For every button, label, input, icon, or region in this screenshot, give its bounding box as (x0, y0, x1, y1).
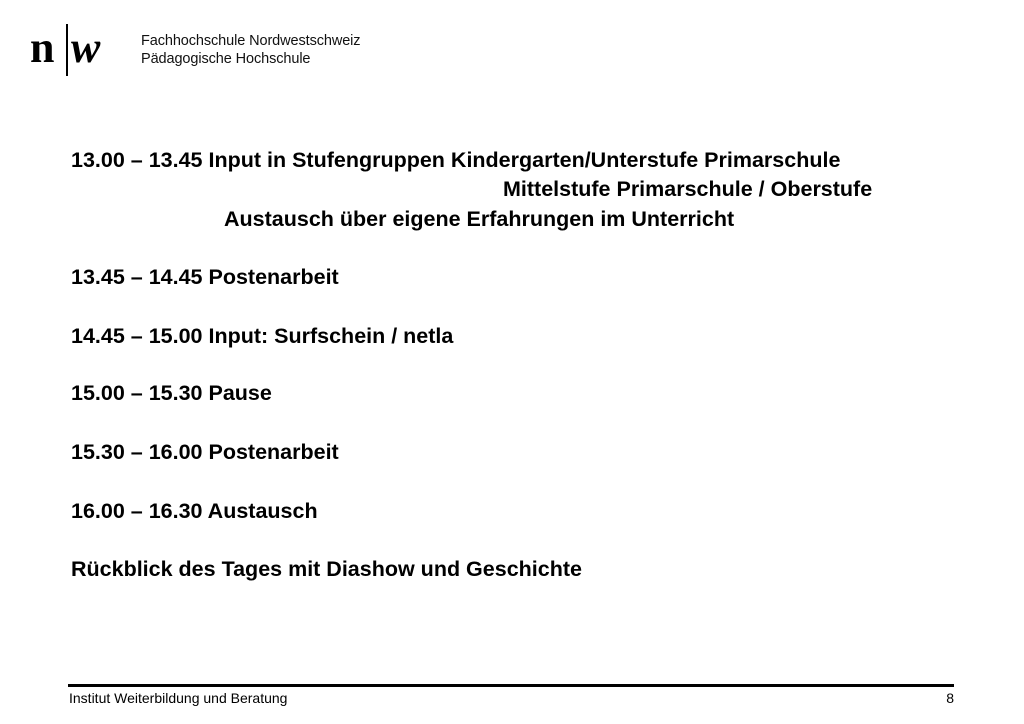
nw-logo (30, 22, 130, 78)
footer-divider (68, 684, 954, 687)
organization-line-2: Pädagogische Hochschule (141, 50, 311, 67)
agenda-item-mittelstufe: Mittelstufe Primarschule / Oberstufe (503, 177, 873, 201)
page-number: 8 (946, 690, 954, 706)
agenda-item-rueckblick: Rückblick des Tages mit Diashow und Geschichte (71, 557, 582, 581)
agenda-item-input-surfschein: 14.45 – 15.00 Input: Surfschein / netla (71, 324, 454, 348)
svg-text:n: n (30, 23, 55, 72)
footer-institute: Institut Weiterbildung und Beratung (69, 690, 288, 706)
organization-name (141, 33, 360, 68)
agenda-item-postenarbeit-1: 13.45 – 14.45 Postenarbeit (71, 265, 339, 289)
agenda-item-input-stufengruppen: 13.00 – 13.45 Input in Stufengruppen Kindergarten/Unterstufe Primarschule (71, 148, 841, 172)
organization-line-1: Fachhochschule Nordwestschweiz (141, 33, 361, 49)
svg-text:w: w (71, 23, 101, 72)
agenda-item-postenarbeit-2: 15.30 – 16.00 Postenarbeit (71, 440, 339, 464)
agenda-item-pause: 15.00 – 15.30 Pause (71, 381, 272, 405)
agenda-item-austausch-erfahrungen: Austausch über eigene Erfahrungen im Unterricht (224, 207, 735, 231)
agenda-item-austausch: 16.00 – 16.30 Austausch (71, 499, 318, 523)
